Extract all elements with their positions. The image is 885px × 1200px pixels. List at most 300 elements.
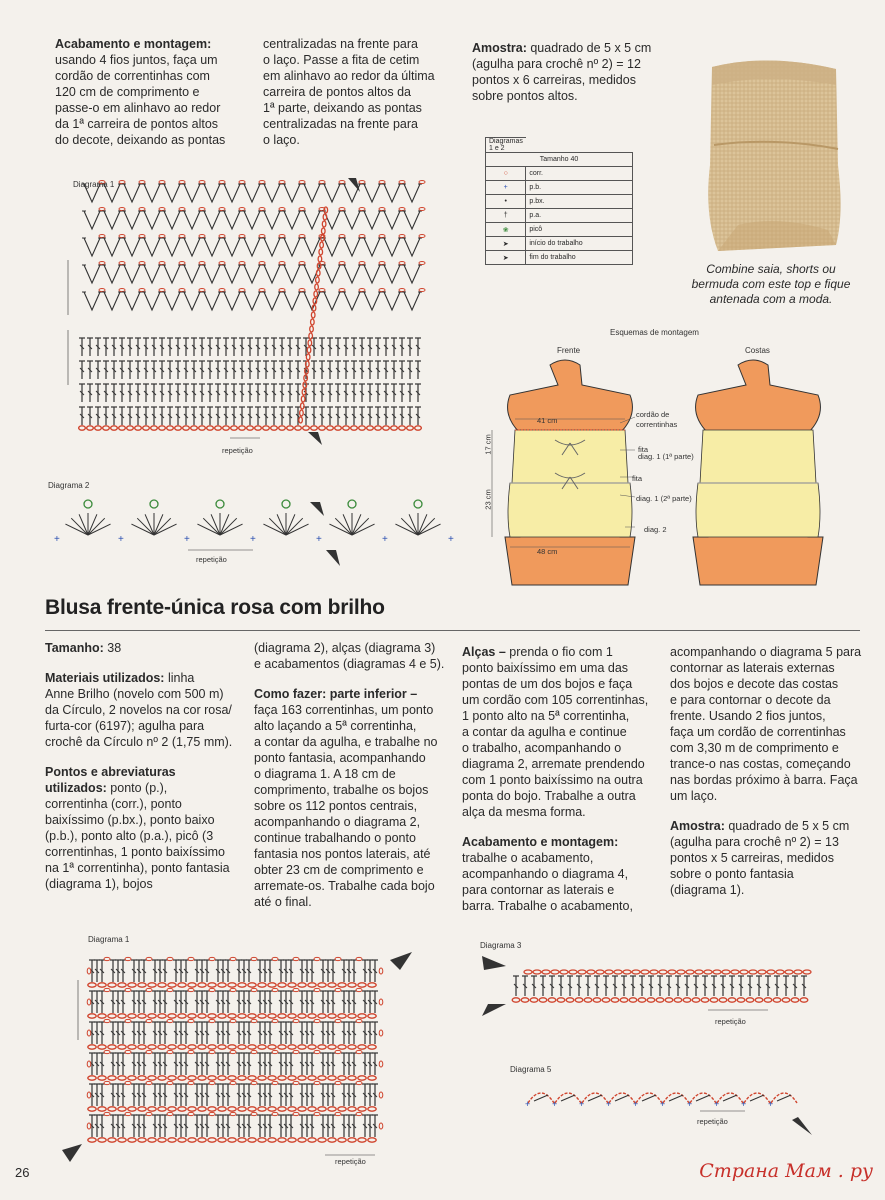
chain-stitch: [557, 998, 565, 1002]
chain-stitch: [379, 1123, 383, 1129]
watermark-logo: Страна Мам . ру: [699, 1160, 873, 1182]
symbol-legend: [485, 137, 633, 265]
chain-stitch: [327, 426, 334, 430]
chain-stitch: [239, 426, 246, 430]
chain-stitch: [148, 983, 156, 987]
arrow-end-icon: [326, 550, 340, 566]
chain-stitch: [407, 426, 414, 430]
chain-stitch: [178, 1138, 186, 1142]
chain-stitch: [198, 1107, 206, 1111]
chain-stitch: [183, 426, 190, 430]
fan-stitch: [71, 518, 88, 535]
chain-stitch: [614, 970, 622, 974]
chain-stitch: [248, 1107, 256, 1111]
v-stitch: [84, 184, 100, 202]
chain-stitch: [328, 1076, 336, 1080]
chain-stitch: [247, 426, 254, 430]
chain-stitch: [279, 426, 286, 430]
schema-title: Esquemas de montagem: [610, 328, 699, 337]
text-line: com 3,30 m de comprimento e: [670, 741, 839, 755]
v-stitch: [324, 292, 340, 310]
chain-stitch: [299, 181, 305, 184]
chain-stitch: [358, 1076, 366, 1080]
chain-stitch: [151, 426, 158, 430]
chain-stitch: [379, 181, 385, 184]
chain-stitch: [118, 1045, 126, 1049]
chain-stitch: [198, 1014, 206, 1018]
chain-stitch: [188, 1107, 196, 1111]
fan-stitch: [220, 514, 229, 535]
chain-stitch: [119, 235, 125, 238]
chain-stitch: [238, 1138, 246, 1142]
dc-stitch: [723, 1095, 737, 1101]
chain-stitch: [359, 181, 365, 184]
chain-stitch: [168, 1076, 176, 1080]
chain-stitch: [215, 426, 222, 430]
chain-stitch: [209, 957, 215, 960]
chain-stitch: [231, 426, 238, 430]
plus-icon: +: [525, 1099, 531, 1109]
v-stitch: [104, 184, 120, 202]
chain-stitch: [328, 1045, 336, 1049]
chain-stitch: [288, 1014, 296, 1018]
chain-stitch: [755, 998, 763, 1002]
chain-stitch: [175, 426, 182, 430]
chain-stitch: [719, 998, 727, 1002]
v-stitch: [364, 292, 380, 310]
v-stitch: [104, 292, 120, 310]
chain-stitch: [339, 262, 345, 265]
text-line: alça da mesma forma.: [462, 805, 586, 819]
chain-stitch: [399, 262, 405, 265]
label-fita2: fita: [632, 474, 643, 483]
chain-stitch: [298, 1014, 306, 1018]
chain-stitch: [188, 988, 194, 991]
chain-stitch: [188, 1076, 196, 1080]
chain-stitch: [158, 1107, 166, 1111]
chain-stitch: [108, 1107, 116, 1111]
chain-stitch: [335, 426, 342, 430]
chain-stitch: [191, 426, 198, 430]
chain-stitch: [379, 999, 383, 1005]
chain-stitch: [98, 1107, 106, 1111]
v-stitch: [164, 184, 180, 202]
chain-stitch: [239, 181, 245, 184]
plus-icon: +: [579, 1099, 585, 1109]
chain-stitch: [139, 262, 145, 265]
text-line: para contornar as laterais e: [462, 883, 615, 897]
chain-stitch: [324, 207, 328, 213]
chain-stitch: [419, 181, 425, 184]
chain-stitch: [99, 235, 105, 238]
chain-stitch: [108, 1045, 116, 1049]
v-stitch: [244, 211, 260, 229]
chain-stitch: [268, 1014, 276, 1018]
heading: Alças –: [462, 645, 506, 659]
chain-stitch: [578, 970, 586, 974]
chain-stitch: [399, 235, 405, 238]
chain-stitch: [794, 970, 802, 974]
v-stitch: [284, 238, 300, 256]
chain-stitch: [358, 1138, 366, 1142]
plus-icon: +: [768, 1099, 774, 1109]
chain-stitch: [560, 970, 568, 974]
chain-stitch: [219, 289, 225, 292]
fan-stitch: [154, 524, 177, 535]
text-line: ponto baixíssimo em uma das: [462, 661, 629, 675]
chain-stitch: [207, 426, 214, 430]
chain-stitch: [146, 1019, 152, 1022]
schema-back: Costas: [745, 346, 770, 355]
chain-stitch: [542, 970, 550, 974]
chain-stitch: [279, 181, 285, 184]
chain-stitch: [251, 988, 257, 991]
plus-icon: +: [250, 534, 256, 545]
chain-stitch: [320, 242, 324, 248]
text-line: baixíssimo (p.bx.), ponto baixo: [45, 813, 215, 827]
chain-stitch: [251, 1081, 257, 1084]
chain-stitch: [314, 1081, 320, 1084]
chain-stitch: [168, 1107, 176, 1111]
chain-stitch: [339, 181, 345, 184]
chain-stitch: [251, 957, 257, 960]
v-stitch: [224, 292, 240, 310]
v-stitch: [144, 184, 160, 202]
chain-stitch: [295, 426, 302, 430]
chain-stitch: [356, 1019, 362, 1022]
chain-stitch: [248, 1014, 256, 1018]
chain-stitch: [159, 181, 165, 184]
chain-stitch: [358, 983, 366, 987]
chain-stitch: [99, 181, 105, 184]
fan-stitch: [277, 514, 286, 535]
v-stitch: [144, 238, 160, 256]
legend-label: p.bx.: [526, 195, 633, 209]
dc-stitch: [669, 1095, 683, 1101]
chain-stitch: [128, 1138, 136, 1142]
chain-stitch: [219, 262, 225, 265]
label-cord: [636, 410, 677, 430]
chain-stitch: [199, 208, 205, 211]
chain-stitch: [218, 1076, 226, 1080]
text-line: crochê da Círculo nº 2 (1,75 mm).: [45, 735, 233, 749]
chain-stitch: [258, 1107, 266, 1111]
chain-stitch: [288, 1076, 296, 1080]
chain-stitch: [119, 289, 125, 292]
chain-stitch: [168, 1138, 176, 1142]
chain-stitch: [566, 998, 574, 1002]
chain-stitch: [228, 1138, 236, 1142]
chain-stitch: [98, 1014, 106, 1018]
legend-title: Diagramas 1 e 2: [486, 138, 526, 153]
chain-stitch: [179, 235, 185, 238]
fan-stitch: [343, 514, 352, 535]
fan-stitch: [418, 524, 441, 535]
front-mannequin: [492, 360, 635, 585]
text-line: o diagrama 1. A 18 cm de: [254, 767, 396, 781]
v-stitch: [264, 211, 280, 229]
chain-stitch: [299, 208, 305, 211]
v-stitch: [304, 184, 320, 202]
chain-stitch: [677, 970, 685, 974]
text-line: o laço. Passe a fita de cetim: [263, 53, 420, 67]
chain-stitch: [108, 983, 116, 987]
chain-stitch: [335, 1112, 341, 1115]
chain-stitch: [125, 1081, 131, 1084]
chain-stitch: [328, 1014, 336, 1018]
chain-stitch: [298, 1107, 306, 1111]
v-stitch: [104, 265, 120, 283]
chain-stitch: [159, 208, 165, 211]
v-stitch: [144, 292, 160, 310]
chain-stitch: [321, 228, 325, 234]
v-stitch: [284, 265, 300, 283]
chain-stitch: [314, 291, 318, 297]
chain-stitch: [219, 235, 225, 238]
chain-stitch: [138, 1014, 146, 1018]
chain-stitch: [303, 426, 310, 430]
chain-stitch: [629, 998, 637, 1002]
fan-stitch: [65, 524, 88, 535]
dc-stitch: [615, 1095, 629, 1101]
chain-stitch: [238, 1076, 246, 1080]
chain-stitch: [178, 1045, 186, 1049]
chain-stitch: [139, 235, 145, 238]
chain-stitch: [278, 1045, 286, 1049]
chain-stitch: [178, 1107, 186, 1111]
chain-stitch: [303, 382, 307, 388]
v-stitch: [84, 265, 100, 283]
chain-stitch: [188, 1081, 194, 1084]
chain-stitch: [773, 998, 781, 1002]
text-line: pontas de um dos bojos e faça: [462, 677, 633, 691]
text-line: a contar da agulha, e trabalhe no: [254, 735, 438, 749]
chain-stitch: [230, 957, 236, 960]
chain-stitch: [318, 983, 326, 987]
chain-stitch: [328, 1107, 336, 1111]
label-line: cordão de: [636, 410, 670, 419]
chain-stitch: [533, 970, 541, 974]
text-line: carreira de pontos altos da: [263, 85, 412, 99]
chain-stitch: [128, 1076, 136, 1080]
chain-stitch: [272, 1050, 278, 1053]
dagger-icon: †: [486, 209, 526, 223]
fan-stitch: [286, 514, 295, 535]
chain-stitch: [188, 1138, 196, 1142]
v-stitch: [264, 184, 280, 202]
chain-stitch: [279, 262, 285, 265]
chain-stitch: [318, 1076, 326, 1080]
chain-stitch: [335, 1019, 341, 1022]
chain-stitch: [359, 289, 365, 292]
article-col3: [462, 644, 667, 914]
chain-stitch: [379, 235, 385, 238]
fan-stitch: [269, 518, 286, 535]
text-line: comprimento, trabalhe os bojos: [254, 783, 429, 797]
v-stitch: [144, 265, 160, 283]
chain-stitch: [318, 1107, 326, 1111]
chain-stitch: [118, 1076, 126, 1080]
fan-stitch: [335, 518, 352, 535]
chain-stitch: [293, 1050, 299, 1053]
chain-stitch: [146, 957, 152, 960]
article-title: Blusa frente-única rosa com brilho: [45, 596, 385, 619]
chain-stitch: [314, 1050, 320, 1053]
v-stitch: [344, 211, 360, 229]
repeat-label: repetição: [196, 555, 227, 564]
chain-stitch: [419, 208, 425, 211]
fan-stitch: [220, 518, 237, 535]
diagram1-bottom-label: Diagrama 1: [88, 935, 130, 944]
chain-stitch: [146, 1050, 152, 1053]
v-stitch: [184, 265, 200, 283]
v-stitch: [264, 292, 280, 310]
chain-stitch: [419, 262, 425, 265]
chain-stitch: [248, 983, 256, 987]
chain-stitch: [278, 1107, 286, 1111]
chain-stitch: [351, 426, 358, 430]
fan-stitch: [79, 514, 88, 535]
text-line: prenda o fio com 1: [505, 645, 613, 659]
chain-stitch: [328, 983, 336, 987]
chain-stitch: [575, 998, 583, 1002]
picot-icon: [216, 500, 224, 508]
chain-stitch: [308, 340, 312, 346]
chain-stitch: [218, 1045, 226, 1049]
chain-stitch: [306, 361, 310, 367]
height-23: 23 cm: [483, 489, 493, 510]
chain-stitch: [188, 1014, 196, 1018]
chain-stitch: [659, 970, 667, 974]
top-col3: [472, 40, 682, 104]
chain-stitch: [119, 208, 125, 211]
chain-stitch: [158, 983, 166, 987]
plus-icon: +: [633, 1099, 639, 1109]
chain-stitch: [148, 1045, 156, 1049]
chain-stitch: [148, 1014, 156, 1018]
chain-stitch: [209, 988, 215, 991]
chain-stitch: [298, 1076, 306, 1080]
text-line: 1ª parte, deixando as pontas: [263, 101, 422, 115]
photo-caption: [685, 262, 857, 307]
chain-stitch: [308, 1014, 316, 1018]
schema-front: Frente: [557, 346, 581, 355]
legend-label: p.b.: [526, 181, 633, 195]
dc-stitch: [696, 1095, 710, 1101]
chain-stitch: [230, 988, 236, 991]
heading: Amostra:: [472, 41, 527, 55]
chain-stitch: [328, 1138, 336, 1142]
arrow-start-icon: ➤: [486, 237, 526, 251]
text-line: furta-cor (6197); agulha para: [45, 719, 205, 733]
chain-stitch: [293, 957, 299, 960]
chain-stitch: [791, 998, 799, 1002]
chain-stitch: [701, 998, 709, 1002]
chain-stitch: [551, 970, 559, 974]
chain-stitch: [178, 1014, 186, 1018]
chain-stitch: [338, 1014, 346, 1018]
chain-stitch: [368, 1076, 376, 1080]
chain-stitch: [259, 208, 265, 211]
fan-stitch: [352, 524, 375, 535]
chain-stitch: [248, 1138, 256, 1142]
dot-icon: •: [486, 195, 526, 209]
chain-stitch: [238, 1107, 246, 1111]
chain-stitch: [419, 235, 425, 238]
chain-stitch: [368, 1014, 376, 1018]
plus-icon: +: [741, 1099, 747, 1109]
chain-stitch: [238, 1014, 246, 1018]
chain-stitch: [208, 1076, 216, 1080]
text-line: um laço.: [670, 789, 718, 803]
picot-icon: [414, 500, 422, 508]
chain-stitch: [319, 249, 323, 255]
back-mannequin: [693, 360, 823, 585]
arrow-start-icon: [482, 956, 506, 970]
chain-stitch: [125, 1050, 131, 1053]
chain-stitch: [356, 988, 362, 991]
chain-stitch: [119, 426, 126, 430]
chain-stitch: [358, 1107, 366, 1111]
chain-stitch: [272, 988, 278, 991]
dc-stitch: [534, 1095, 548, 1101]
chain-stitch: [87, 968, 91, 974]
chain-stitch: [359, 262, 365, 265]
chain-stitch: [803, 970, 811, 974]
chain-stitch: [104, 957, 110, 960]
plus-icon: +: [382, 534, 388, 545]
chain-stitch: [348, 1045, 356, 1049]
chain-stitch: [158, 1014, 166, 1018]
v-stitch: [384, 265, 400, 283]
chain-stitch: [524, 970, 532, 974]
chain-stitch: [728, 998, 736, 1002]
plus-icon: +: [552, 1099, 558, 1109]
fan-stitch: [203, 518, 220, 535]
text-line: sobre pontos altos.: [472, 89, 578, 103]
chain-stitch: [338, 1138, 346, 1142]
chain-stitch: [348, 1076, 356, 1080]
chain-stitch: [167, 426, 174, 430]
chain-stitch: [209, 1112, 215, 1115]
chain-stitch: [776, 970, 784, 974]
chain-stitch: [259, 181, 265, 184]
chain-stitch: [159, 235, 165, 238]
arrow-start-icon: [310, 502, 324, 516]
label-line: correntinhas: [636, 420, 678, 429]
fan-stitch: [352, 514, 361, 535]
chain-stitch: [379, 208, 385, 211]
chain-stitch: [299, 262, 305, 265]
text-line: continue trabalhando o ponto: [254, 831, 416, 845]
dc-stitch: [588, 1095, 602, 1101]
caption-line: Combine saia, shorts ou: [706, 262, 836, 276]
chain-stitch: [318, 1014, 326, 1018]
chain-stitch: [268, 1138, 276, 1142]
chain-stitch: [767, 970, 775, 974]
chain-stitch: [135, 426, 142, 430]
text-line: alto laçando a 5ª correntinha,: [254, 719, 417, 733]
chain-stitch: [178, 983, 186, 987]
chain-stitch: [647, 998, 655, 1002]
chain-stitch: [188, 957, 194, 960]
chain-stitch: [308, 1138, 316, 1142]
chain-stitch: [306, 354, 310, 360]
v-stitch: [204, 184, 220, 202]
chain-stitch: [288, 983, 296, 987]
chain-stitch: [605, 970, 613, 974]
fan-stitch: [145, 514, 154, 535]
